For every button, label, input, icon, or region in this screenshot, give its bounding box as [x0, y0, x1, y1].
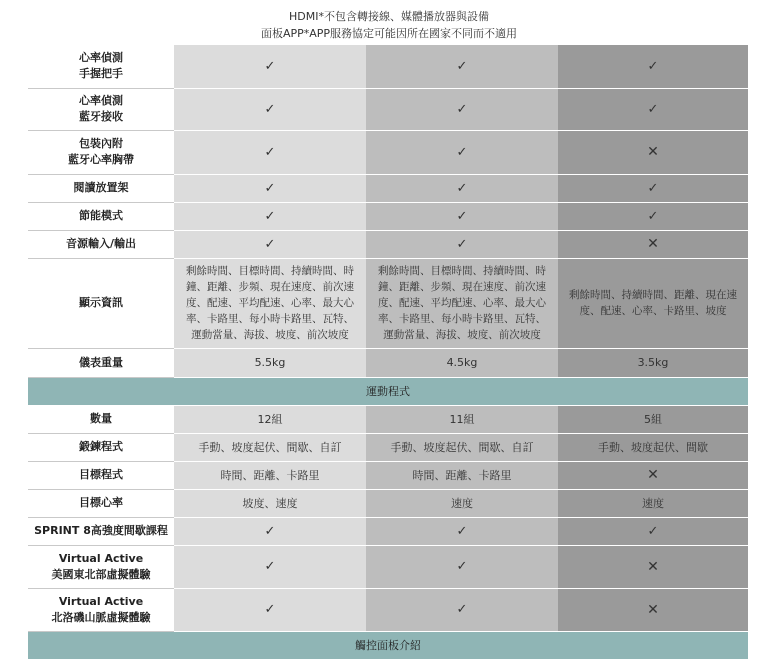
row-label: 節能模式: [28, 202, 174, 230]
cell-value: 手動、坡度起伏、間歇: [558, 433, 748, 461]
cell-value: 時間、距離、卡路里: [174, 461, 366, 489]
row-label: 包裝內附 藍牙心率胸帶: [28, 130, 174, 174]
spec-table: [28, 45, 748, 660]
check-icon: ✓: [174, 202, 366, 230]
table-row: [28, 461, 748, 489]
table-row: [28, 433, 748, 461]
cell-value: 5組: [558, 405, 748, 433]
table-row: [28, 202, 748, 230]
section-header: [28, 377, 748, 405]
check-icon: ✓: [366, 230, 558, 258]
check-icon: ✓: [366, 45, 558, 88]
check-icon: ✓: [174, 545, 366, 588]
check-icon: ✓: [174, 130, 366, 174]
cell-value: 時間、距離、卡路里: [366, 461, 558, 489]
table-row: [28, 45, 748, 88]
cross-icon: ✕: [558, 588, 748, 631]
check-icon: ✓: [366, 545, 558, 588]
cell-value: 速度: [366, 489, 558, 517]
cross-icon: ✕: [558, 230, 748, 258]
check-icon: ✓: [174, 517, 366, 545]
check-icon: ✓: [366, 202, 558, 230]
row-label: 儀表重量: [28, 348, 174, 377]
check-icon: ✓: [174, 88, 366, 130]
cell-value: 速度: [558, 489, 748, 517]
cell-value: 手動、坡度起伏、間歇、自訂: [366, 433, 558, 461]
check-icon: ✓: [558, 517, 748, 545]
check-icon: ✓: [174, 230, 366, 258]
section-header: [28, 631, 748, 659]
table-row: [28, 545, 748, 588]
table-row: [28, 489, 748, 517]
table-row: [28, 405, 748, 433]
check-icon: ✓: [366, 88, 558, 130]
table-row: [28, 230, 748, 258]
row-label: 顯示資訊: [28, 258, 174, 348]
check-icon: ✓: [366, 174, 558, 202]
check-icon: ✓: [366, 517, 558, 545]
table-row: [28, 588, 748, 631]
display-info-cell: 剩餘時間、目標時間、持續時間、時鐘、距離、步頻、現在速度、前次速度、配速、平均配速、心率、最大心率、卡路里、每小時卡路里、瓦特、運動當量、海拔、坡度、前次坡度: [366, 258, 558, 348]
row-label: 心率偵測 手握把手: [28, 45, 174, 88]
table-row: [28, 174, 748, 202]
cell-value: 11組: [366, 405, 558, 433]
cell-value: 坡度、速度: [174, 489, 366, 517]
cross-icon: ✕: [558, 130, 748, 174]
app-note: 面板APP*APP服務協定可能因所在國家不同而不適用: [260, 27, 518, 40]
table-row: [28, 348, 748, 377]
row-label: 數量: [28, 405, 174, 433]
weight-value: 3.5kg: [558, 348, 748, 377]
row-label: 鍛鍊程式: [28, 433, 174, 461]
row-label: 目標心率: [28, 489, 174, 517]
cross-icon: ✕: [558, 545, 748, 588]
table-row: [28, 88, 748, 130]
check-icon: ✓: [558, 174, 748, 202]
row-label: Virtual Active 北洛磯山脈虛擬體驗: [28, 588, 174, 631]
cross-icon: ✕: [558, 461, 748, 489]
footnotes: [0, 8, 778, 42]
check-icon: ✓: [558, 88, 748, 130]
table-row: [28, 258, 748, 348]
display-info-cell: 剩餘時間、目標時間、持續時間、時鐘、距離、步頻、現在速度、前次速度、配速、平均配速、心率、最大心率、卡路里、每小時卡路里、瓦特、運動當量、海拔、坡度、前次坡度: [174, 258, 366, 348]
check-icon: ✓: [558, 45, 748, 88]
section-title-programs: 運動程式: [28, 377, 748, 405]
row-label: 閱讀放置架: [28, 174, 174, 202]
section-title-touch-panel: 觸控面板介紹: [28, 631, 748, 659]
check-icon: ✓: [174, 174, 366, 202]
cell-value: 手動、坡度起伏、間歇、自訂: [174, 433, 366, 461]
weight-value: 4.5kg: [366, 348, 558, 377]
row-label: 目標程式: [28, 461, 174, 489]
check-icon: ✓: [366, 130, 558, 174]
cell-value: 12組: [174, 405, 366, 433]
row-label: Virtual Active 美國東北部虛擬體驗: [28, 545, 174, 588]
check-icon: ✓: [174, 588, 366, 631]
check-icon: ✓: [366, 588, 558, 631]
row-label: 音源輸入/輸出: [28, 230, 174, 258]
display-info-cell: 剩餘時間、持續時間、距離、現在速度、配速、心率、卡路里、坡度: [558, 258, 748, 348]
table-row: [28, 517, 748, 545]
row-label: 心率偵測 藍牙接收: [28, 88, 174, 130]
row-label: SPRINT 8高強度間歇課程: [28, 517, 174, 545]
check-icon: ✓: [558, 202, 748, 230]
check-icon: ✓: [174, 45, 366, 88]
hdmi-note: HDMI*不包含轉接線、媒體播放器與設備: [289, 10, 489, 23]
weight-value: 5.5kg: [174, 348, 366, 377]
table-row: [28, 130, 748, 174]
